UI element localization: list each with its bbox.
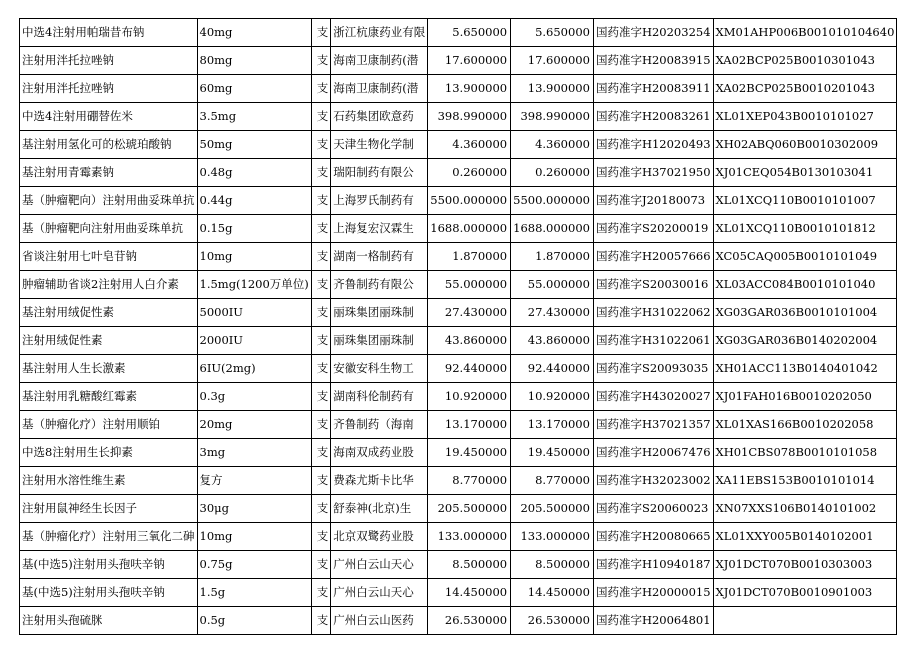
table-row [20,19,897,47]
drug-name-cell: 注射用鼠神经生长因子 [20,495,198,523]
drug-code-cell: XL03ACC084B0010101040 [713,271,897,299]
price-cell: 43.860000 [428,327,511,355]
drug-code-cell: XL01XEP043B0010101027 [713,103,897,131]
table-row [20,159,897,187]
approval-number-cell: 国药准字S20093035 [593,355,713,383]
price-cell: 133.000000 [428,523,511,551]
approval-number-cell: 国药准字H31022061 [593,327,713,355]
spec-cell: 0.75g [197,551,311,579]
price-cell: 205.500000 [511,495,594,523]
price-cell: 26.530000 [428,607,511,635]
approval-number-cell: 国药准字H20057666 [593,243,713,271]
drug-name-cell: 中选4注射用硼替佐米 [20,103,198,131]
unit-cell: 支 [311,19,331,47]
unit-cell: 支 [311,495,331,523]
price-cell: 14.450000 [511,579,594,607]
drug-name-cell: 省谈注射用七叶皂苷钠 [20,243,198,271]
price-cell: 5500.000000 [428,187,511,215]
spec-cell: 0.5g [197,607,311,635]
drug-name-cell: 肿瘤辅助省谈2注射用人白介素 [20,271,198,299]
table-row [20,243,897,271]
unit-cell: 支 [311,299,331,327]
drug-name-cell: 注射用绒促性素 [20,327,198,355]
drug-name-cell: 基注射用青霉素钠 [20,159,198,187]
unit-cell: 支 [311,103,331,131]
spec-cell: 30μg [197,495,311,523]
approval-number-cell: 国药准字H43020027 [593,383,713,411]
spec-cell: 1.5g [197,579,311,607]
table-row [20,103,897,131]
price-cell: 8.500000 [428,551,511,579]
table-row [20,131,897,159]
drug-code-cell: XN07XXS106B0140101002 [713,495,897,523]
spec-cell: 0.15g [197,215,311,243]
table-row [20,579,897,607]
spec-cell: 50mg [197,131,311,159]
company-cell: 石药集团欧意药 [331,103,428,131]
price-cell: 8.770000 [511,467,594,495]
drug-code-cell: XH01ACC113B0140401042 [713,355,897,383]
table-row [20,383,897,411]
drug-name-cell: 注射用泮托拉唑钠 [20,47,198,75]
company-cell: 湖南一格制药有 [331,243,428,271]
price-cell: 10.920000 [428,383,511,411]
unit-cell: 支 [311,355,331,383]
drug-code-cell: XL01XCQ110B0010101007 [713,187,897,215]
drug-code-cell: XJ01DCT070B0010901003 [713,579,897,607]
spec-cell: 3.5mg [197,103,311,131]
price-cell: 55.000000 [428,271,511,299]
price-cell: 14.450000 [428,579,511,607]
price-cell: 1.870000 [511,243,594,271]
drug-code-cell: XG03GAR036B0140202004 [713,327,897,355]
drug-code-cell: XA02BCP025B0010301043 [713,47,897,75]
approval-number-cell: 国药准字H20000015 [593,579,713,607]
spec-cell: 0.44g [197,187,311,215]
unit-cell: 支 [311,187,331,215]
price-cell: 92.440000 [511,355,594,383]
spec-cell: 80mg [197,47,311,75]
company-cell: 浙江杭康药业有限 [331,19,428,47]
drug-code-cell: XJ01FAH016B0010202050 [713,383,897,411]
price-cell: 13.900000 [511,75,594,103]
price-cell: 17.600000 [511,47,594,75]
company-cell: 费森尤斯卡比华 [331,467,428,495]
approval-number-cell: 国药准字S20060023 [593,495,713,523]
table-row [20,355,897,383]
unit-cell: 支 [311,215,331,243]
company-cell: 丽珠集团丽珠制 [331,327,428,355]
table-row [20,551,897,579]
approval-number-cell: 国药准字H37021950 [593,159,713,187]
price-cell: 205.500000 [428,495,511,523]
drug-price-table [19,18,897,635]
price-cell: 0.260000 [511,159,594,187]
table-row [20,607,897,635]
drug-code-cell: XM01AHP006B001010104640 [713,19,897,47]
price-cell: 398.990000 [511,103,594,131]
drug-code-cell: XL01XXY005B0140102001 [713,523,897,551]
drug-code-cell [713,607,897,635]
drug-name-cell: 基（肿瘤化疗）注射用顺铂 [20,411,198,439]
approval-number-cell: 国药准字H20080665 [593,523,713,551]
price-cell: 19.450000 [428,439,511,467]
unit-cell: 支 [311,383,331,411]
drug-name-cell: 基注射用绒促性素 [20,299,198,327]
unit-cell: 支 [311,327,331,355]
company-cell: 丽珠集团丽珠制 [331,299,428,327]
table-row [20,47,897,75]
price-cell: 92.440000 [428,355,511,383]
spec-cell: 40mg [197,19,311,47]
company-cell: 齐鲁制药有限公 [331,271,428,299]
drug-name-cell: 基（肿瘤化疗）注射用三氧化二砷 [20,523,198,551]
price-cell: 4.360000 [428,131,511,159]
company-cell: 广州白云山医药 [331,607,428,635]
company-cell: 湖南科伦制药有 [331,383,428,411]
approval-number-cell: 国药准字S20200019 [593,215,713,243]
table-row [20,187,897,215]
table-row [20,495,897,523]
spec-cell: 10mg [197,523,311,551]
drug-name-cell: 注射用水溶性维生素 [20,467,198,495]
spec-cell: 20mg [197,411,311,439]
price-cell: 27.430000 [511,299,594,327]
approval-number-cell: 国药准字H20064801 [593,607,713,635]
price-cell: 55.000000 [511,271,594,299]
price-cell: 13.170000 [511,411,594,439]
unit-cell: 支 [311,551,331,579]
company-cell: 舒泰神(北京)生 [331,495,428,523]
company-cell: 海南卫康制药(潜 [331,47,428,75]
price-cell: 5.650000 [511,19,594,47]
company-cell: 北京双鹭药业股 [331,523,428,551]
drug-code-cell: XA02BCP025B0010201043 [713,75,897,103]
approval-number-cell: 国药准字H31022062 [593,299,713,327]
drug-code-cell: XJ01DCT070B0010303003 [713,551,897,579]
drug-code-cell: XC05CAQ005B0010101049 [713,243,897,271]
spec-cell: 60mg [197,75,311,103]
unit-cell: 支 [311,159,331,187]
drug-code-cell: XL01XCQ110B0010101812 [713,215,897,243]
table-row [20,271,897,299]
unit-cell: 支 [311,47,331,75]
company-cell: 广州白云山天心 [331,579,428,607]
unit-cell: 支 [311,579,331,607]
table-row [20,215,897,243]
company-cell: 上海罗氏制药有 [331,187,428,215]
drug-name-cell: 基注射用乳糖酸红霉素 [20,383,198,411]
approval-number-cell: 国药准字H32023002 [593,467,713,495]
table-row [20,467,897,495]
unit-cell: 支 [311,523,331,551]
price-cell: 19.450000 [511,439,594,467]
spec-cell: 6IU(2mg) [197,355,311,383]
spec-cell: 复方 [197,467,311,495]
approval-number-cell: 国药准字H10940187 [593,551,713,579]
approval-number-cell: 国药准字S20030016 [593,271,713,299]
spec-cell: 10mg [197,243,311,271]
approval-number-cell: 国药准字H20083261 [593,103,713,131]
approval-number-cell: 国药准字H37021357 [593,411,713,439]
approval-number-cell: 国药准字H20083911 [593,75,713,103]
drug-code-cell: XL01XAS166B0010202058 [713,411,897,439]
approval-number-cell: 国药准字H12020493 [593,131,713,159]
unit-cell: 支 [311,467,331,495]
table-row [20,327,897,355]
drug-name-cell: 基注射用人生长激素 [20,355,198,383]
price-cell: 4.360000 [511,131,594,159]
price-cell: 13.900000 [428,75,511,103]
drug-code-cell: XH01CBS078B0010101058 [713,439,897,467]
table-row [20,411,897,439]
price-cell: 1688.000000 [428,215,511,243]
drug-name-cell: 中选8注射用生长抑素 [20,439,198,467]
price-cell: 398.990000 [428,103,511,131]
drug-name-cell: 基(中选5)注射用头孢呋辛钠 [20,579,198,607]
company-cell: 海南卫康制药(潜 [331,75,428,103]
unit-cell: 支 [311,607,331,635]
price-cell: 0.260000 [428,159,511,187]
approval-number-cell: 国药准字H20067476 [593,439,713,467]
price-cell: 26.530000 [511,607,594,635]
drug-code-cell: XH02ABQ060B0010302009 [713,131,897,159]
spec-cell: 1.5mg(1200万单位) [197,271,311,299]
spec-cell: 0.3g [197,383,311,411]
spec-cell: 0.48g [197,159,311,187]
price-cell: 17.600000 [428,47,511,75]
company-cell: 瑞阳制药有限公 [331,159,428,187]
unit-cell: 支 [311,75,331,103]
price-cell: 1688.000000 [511,215,594,243]
table-row [20,75,897,103]
table-row [20,523,897,551]
price-cell: 13.170000 [428,411,511,439]
approval-number-cell: 国药准字J20180073 [593,187,713,215]
company-cell: 广州白云山天心 [331,551,428,579]
company-cell: 齐鲁制药（海南 [331,411,428,439]
table-row [20,439,897,467]
drug-name-cell: 基（肿瘤靶向）注射用曲妥珠单抗 [20,187,198,215]
price-cell: 5500.000000 [511,187,594,215]
price-cell: 5.650000 [428,19,511,47]
price-cell: 133.000000 [511,523,594,551]
company-cell: 安徽安科生物工 [331,355,428,383]
unit-cell: 支 [311,243,331,271]
unit-cell: 支 [311,131,331,159]
unit-cell: 支 [311,439,331,467]
drug-code-cell: XJ01CEQ054B0130103041 [713,159,897,187]
table-row [20,299,897,327]
unit-cell: 支 [311,271,331,299]
company-cell: 天津生物化学制 [331,131,428,159]
table-body [20,19,897,635]
price-cell: 27.430000 [428,299,511,327]
drug-name-cell: 注射用头孢硫脒 [20,607,198,635]
drug-name-cell: 注射用泮托拉唑钠 [20,75,198,103]
price-cell: 10.920000 [511,383,594,411]
company-cell: 海南双成药业股 [331,439,428,467]
price-cell: 43.860000 [511,327,594,355]
price-cell: 8.770000 [428,467,511,495]
spec-cell: 3mg [197,439,311,467]
drug-name-cell: 基(中选5)注射用头孢呋辛钠 [20,551,198,579]
spec-cell: 2000IU [197,327,311,355]
drug-name-cell: 基注射用氢化可的松琥珀酸钠 [20,131,198,159]
drug-name-cell: 基（肿瘤靶向注射用曲妥珠单抗 [20,215,198,243]
drug-code-cell: XA11EBS153B0010101014 [713,467,897,495]
drug-code-cell: XG03GAR036B0010101004 [713,299,897,327]
approval-number-cell: 国药准字H20203254 [593,19,713,47]
spec-cell: 5000IU [197,299,311,327]
approval-number-cell: 国药准字H20083915 [593,47,713,75]
unit-cell: 支 [311,411,331,439]
drug-name-cell: 中选4注射用帕瑞昔布钠 [20,19,198,47]
price-cell: 8.500000 [511,551,594,579]
price-cell: 1.870000 [428,243,511,271]
company-cell: 上海复宏汉霖生 [331,215,428,243]
